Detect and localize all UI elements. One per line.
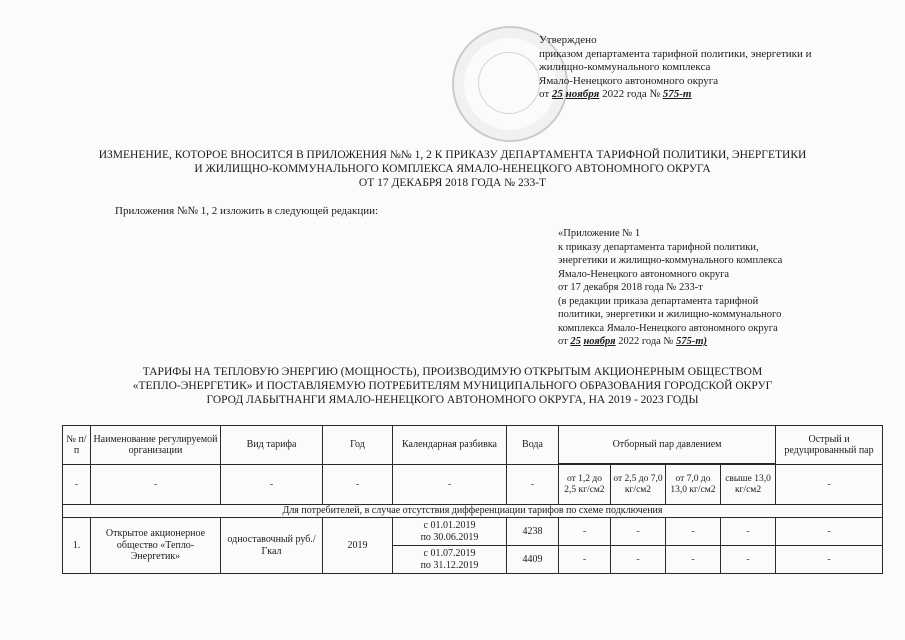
table-section-row [63, 505, 883, 518]
header-num: № п/п [63, 426, 91, 465]
table-cell: - [611, 518, 666, 546]
row-tariff-type: одноставочный руб./Гкал [221, 518, 323, 574]
table-cell: - [611, 546, 666, 574]
row-period [393, 518, 507, 546]
order-number: 575-т [662, 88, 692, 100]
table-subheader-row [63, 465, 883, 505]
annex-date-line [558, 335, 888, 349]
water-value: 4238 [507, 518, 559, 546]
table-cell: - [393, 465, 507, 505]
table-cell: - [776, 465, 883, 505]
table-cell: - [507, 465, 559, 505]
row-year: 2019 [323, 518, 393, 574]
steam-range-3: от 7,0 до 13,0 кг/см2 [666, 465, 721, 505]
period-to: по 30.06.2019 [420, 531, 479, 543]
table-cell: - [666, 518, 721, 546]
header-calendar: Календарная разбивка [393, 426, 507, 465]
date-month: ноября [583, 336, 616, 347]
heading-line: И ЖИЛИЩНО-КОММУНАЛЬНОГО КОМПЛЕКСА ЯМАЛО-НЕНЕЦКОГО АВТОНОМНОГО ОКРУГА [194, 163, 711, 175]
annex-line: от 17 декабря 2018 года № 233-т [558, 282, 703, 293]
table-cell: - [323, 465, 393, 505]
annex-line: «Приложение № 1 [558, 228, 641, 239]
title-line: «ТЕПЛО-ЭНЕРГЕТИК» И ПОСТАВЛЯЕМУЮ ПОТРЕБИТЕЛЯМ МУНИЦИПАЛЬНОГО ОБРАЗОВАНИЯ ГОРОДСКОЙ ОКРУГ [132, 380, 773, 392]
section-caption: Для потребителей, в случае отсутствия дифференциации тарифов по схеме подключения [63, 505, 883, 518]
table-cell: - [559, 546, 611, 574]
annex-block [558, 227, 888, 349]
order-number: 575-т) [676, 336, 708, 347]
water-value: 4409 [507, 546, 559, 574]
date-day: 25 [551, 88, 563, 100]
heading-line: ИЗМЕНЕНИЕ, КОТОРОЕ ВНОСИТСЯ В ПРИЛОЖЕНИЯ №№ 1, 2 К ПРИКАЗУ ДЕПАРТАМЕНТА ТАРИФНОЙ ПОЛИТИКИ, ЭНЕРГЕТИКИ [98, 149, 807, 161]
approval-line: жилищно-коммунального комплекса [539, 61, 711, 73]
approval-date-line [539, 88, 879, 102]
header-year: Год [323, 426, 393, 465]
header-org: Наименование регулируемой организации [91, 426, 221, 465]
table-cell: - [221, 465, 323, 505]
annex-line: комплекса Ямало-Ненецкого автономного округа [558, 322, 778, 334]
document-heading [30, 148, 875, 190]
table-header-row [63, 426, 883, 464]
table-cell: - [63, 465, 91, 505]
heading-line: ОТ 17 ДЕКАБРЯ 2018 ГОДА № 233-Т [358, 177, 547, 189]
annex-line: энергетики и жилищно-коммунального комплекса [558, 255, 783, 266]
annex-line: Ямало-Ненецкого автономного округа [558, 268, 730, 280]
date-suffix: 2022 года № [602, 88, 660, 100]
title-line: ГОРОД ЛАБЫТНАНГИ ЯМАЛО-НЕНЕЦКОГО АВТОНОМНОГО ОКРУГА, НА 2019 - 2023 ГОДЫ [206, 394, 699, 406]
intro-text: Приложения №№ 1, 2 изложить в следующей редакции: [115, 205, 379, 217]
header-tariff-type: Вид тарифа [221, 426, 323, 465]
tariff-table [62, 425, 883, 574]
table-cell: - [776, 546, 883, 574]
approval-block [539, 34, 879, 102]
approval-line: Ямало-Ненецкого автономного округа [539, 74, 719, 87]
table-row [63, 518, 883, 546]
date-prefix: от [539, 88, 550, 100]
table-cell: - [776, 518, 883, 546]
date-suffix: 2022 года № [618, 336, 674, 347]
table-cell: - [91, 465, 221, 505]
period-from: с 01.07.2019 [423, 548, 476, 559]
steam-range-2: от 2,5 до 7,0 кг/см2 [611, 465, 666, 505]
table-cell: - [559, 518, 611, 546]
period-to: по 31.12.2019 [420, 559, 479, 571]
annex-line: (в редакции приказа департамента тарифной [558, 295, 759, 307]
table-cell: - [721, 546, 776, 574]
steam-range-1: от 1,2 до 2,5 кг/см2 [559, 465, 611, 505]
table-cell: - [721, 518, 776, 546]
header-steam: Отборный пар давлением [559, 426, 776, 464]
table-cell: - [666, 546, 721, 574]
date-prefix: от [558, 336, 568, 347]
row-period [393, 546, 507, 574]
annex-line: к приказу департамента тарифной политики, [558, 241, 759, 253]
steam-range-4: свыше 13,0 кг/см2 [721, 465, 776, 505]
approval-line: Утверждено [539, 34, 597, 46]
tariff-title [50, 365, 855, 407]
title-line: ТАРИФЫ НА ТЕПЛОВУЮ ЭНЕРГИЮ (МОЩНОСТЬ), ПРОИЗВОДИМУЮ ОТКРЫТЫМ АКЦИОНЕРНЫМ ОБЩЕСТВОМ [142, 366, 763, 378]
period-from: с 01.01.2019 [423, 520, 476, 531]
date-month: ноября [565, 88, 600, 100]
header-water: Вода [507, 426, 559, 465]
row-org: Открытое акционерное общество «Тепло-Энергетик» [91, 518, 221, 574]
header-sharp-steam: Острый и редуцированный пар [776, 426, 883, 465]
date-day: 25 [570, 336, 581, 347]
annex-line: политики, энергетики и жилищно-коммунального [558, 309, 782, 320]
approval-line: приказом департамента тарифной политики, энергетики и [539, 47, 812, 60]
row-num: 1. [63, 518, 91, 574]
